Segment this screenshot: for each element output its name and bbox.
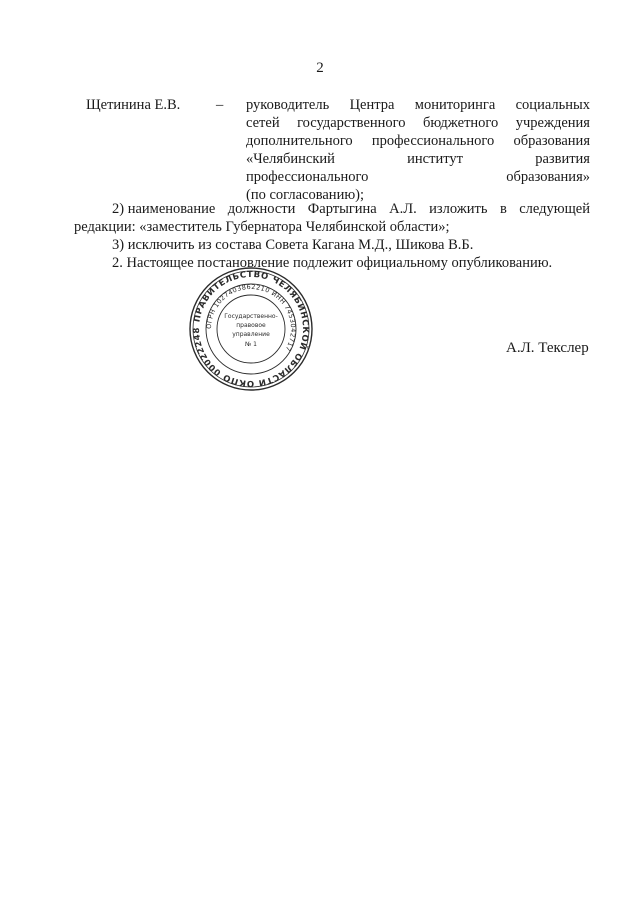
member-name: Щетинина Е.В. [86,97,181,113]
official-seal [188,266,314,392]
signature-name: А.Л. Текслер [506,340,589,356]
seal-center-text: правовое [236,322,266,329]
seal-center-text: № 1 [245,341,257,348]
page-number: 2 [316,60,324,76]
list-item: 2) наименование должности Фартыгина А.Л. изложить в следующей редакции: «заместитель Губернатора Челябинской области»; [74,201,590,235]
role-line: (по согласованию); [246,187,365,203]
seal-center-text: управление [232,331,270,338]
member-dash: – [216,97,224,113]
seal-center-text: Государственно- [224,313,278,320]
svg-text:ПРАВИТЕЛЬСТВО ЧЕЛЯБИНСКОЙ ОБЛА: ПРАВИТЕЛЬСТВО ЧЕЛЯБИНСКОЙ ОБЛАСТИ ОКПО 00022248 [191,269,311,389]
member-role [246,96,590,204]
svg-text:ОГРН 1027403862210 ИНН 7453042: ОГРН 1027403862210 ИНН 7453042717 [204,282,298,353]
list-item: 2. Настоящее постановление подлежит официальному опубликованию. [112,255,553,271]
role-line: сетей государственного бюджетного учреждения [246,115,590,131]
list-item: 3) исключить из состава Совета Кагана М.Д., Шикова В.Б. [112,237,474,253]
role-line: профессионального образования» [246,169,590,185]
role-line: дополнительного профессионального образования [246,133,590,149]
role-line: руководитель Центра мониторинга социальных [246,97,590,113]
role-line: «Челябинский институт развития [246,151,590,167]
